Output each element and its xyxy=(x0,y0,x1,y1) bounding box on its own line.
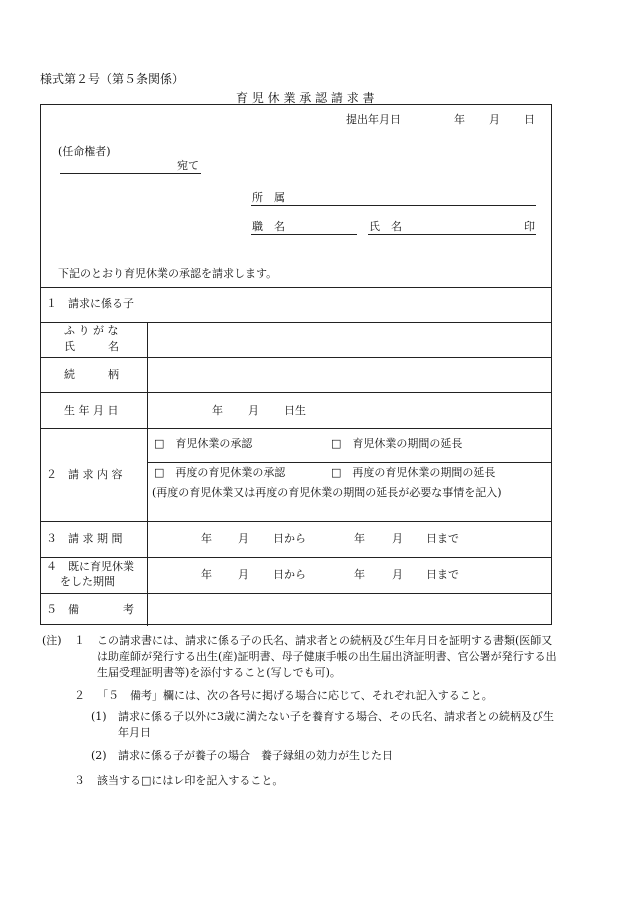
addressee-suffix: 宛て xyxy=(177,159,199,172)
submission-month: 月 xyxy=(489,113,500,126)
note1-line3: 生届受理証明書等)を添付すること(写しでも可)。 xyxy=(97,666,341,679)
period-to-month: 月 xyxy=(392,532,403,545)
period-from-month: 月 xyxy=(238,532,249,545)
option-repeat-approval[interactable]: □ 再度の育児休業の承認 xyxy=(154,466,286,479)
birth-month: 月 xyxy=(248,404,259,417)
rule-section2 xyxy=(41,521,551,522)
rule-top-section xyxy=(41,287,551,288)
rule-section3 xyxy=(41,557,551,558)
appointer-name-line[interactable] xyxy=(60,173,201,174)
submission-day: 日 xyxy=(524,113,535,126)
position-line[interactable] xyxy=(251,234,357,235)
period-from-year: 年 xyxy=(201,532,212,545)
note2-1-line2: 年月日 xyxy=(118,726,151,739)
section1-heading: １ 請求に係る子 xyxy=(46,297,134,310)
submission-date-label: 提出年月日 xyxy=(346,113,401,126)
column-divider xyxy=(147,322,148,626)
note2-1-line1: 請求に係る子以外に3歳に満たない子を養育する場合、その氏名、請求者との続柄及び生 xyxy=(118,710,554,723)
note3-number: ３ xyxy=(74,774,85,787)
section3-label: ３ 請 求 期 間 xyxy=(46,532,123,545)
note2-1-number: (1) xyxy=(91,710,107,723)
rule-birthdate-row xyxy=(41,428,551,429)
rule-name-row xyxy=(41,357,551,358)
prior-from-month: 月 xyxy=(238,568,249,581)
note2-number: ２ xyxy=(74,689,85,702)
relationship-label: 続 柄 xyxy=(64,368,119,381)
period-from-day: 日から xyxy=(273,532,306,545)
rule-section4 xyxy=(41,593,551,594)
affiliation-label: 所 属 xyxy=(252,191,285,204)
prior-from-year: 年 xyxy=(201,568,212,581)
note3-text: 該当する□にはレ印を記入すること。 xyxy=(97,774,284,787)
child-name-label: 氏 名 xyxy=(64,340,119,353)
document-title: 育 児 休 業 承 認 請 求 書 xyxy=(236,91,375,105)
position-label: 職 名 xyxy=(252,220,285,233)
notes-prefix: (注) xyxy=(42,634,62,647)
option-childcare-approval[interactable]: □ 育児休業の承認 xyxy=(154,437,253,450)
birthdate-label: 生 年 月 日 xyxy=(64,404,119,417)
section4-label-line1: ４ 既に育児休業 xyxy=(46,560,134,573)
note2-text: 「５ 備考」欄には、次の各号に掲げる場合に応じて、それぞれ記入すること。 xyxy=(97,689,493,702)
submission-year: 年 xyxy=(454,113,465,126)
furigana-label: ふ り が な xyxy=(64,324,119,337)
section2-note: (再度の育児休業又は再度の育児休業の期間の延長が必要な事情を記入) xyxy=(152,486,502,499)
option-period-extension[interactable]: □ 育児休業の期間の延長 xyxy=(331,437,463,450)
section5-label: ５ 備 考 xyxy=(46,603,134,616)
rule-section1-heading xyxy=(41,322,551,323)
note2-2-number: (2) xyxy=(91,749,107,762)
section2-label: ２ 請 求 内 容 xyxy=(46,468,123,481)
seal-mark: 印 xyxy=(524,220,535,233)
name-label: 氏 名 xyxy=(369,220,402,233)
prior-to-year: 年 xyxy=(354,568,365,581)
note2-2-text: 請求に係る子が養子の場合 養子縁組の効力が生じた日 xyxy=(118,749,393,762)
birth-year: 年 xyxy=(212,404,223,417)
prior-to-month: 月 xyxy=(392,568,403,581)
appointer-label: (任命権者) xyxy=(58,145,111,158)
form-number: 様式第２号（第５条関係） xyxy=(40,72,185,86)
note1-number: １ xyxy=(74,634,85,647)
request-form xyxy=(40,104,552,625)
period-to-year: 年 xyxy=(354,532,365,545)
rule-section2-inner xyxy=(148,462,552,463)
birth-day: 日生 xyxy=(284,404,306,417)
name-line[interactable] xyxy=(368,234,536,235)
affiliation-line[interactable] xyxy=(251,205,536,206)
option-repeat-extension[interactable]: □ 再度の育児休業の期間の延長 xyxy=(331,466,496,479)
request-statement: 下記のとおり育児休業の承認を請求します。 xyxy=(58,267,278,280)
period-to-day: 日まで xyxy=(426,532,459,545)
prior-to-day: 日まで xyxy=(426,568,459,581)
note1-line2: は助産師が発行する出生(産)証明書、母子健康手帳の出生届出済証明書、官公署が発行する出 xyxy=(97,650,557,663)
rule-relationship-row xyxy=(41,392,551,393)
prior-from-day: 日から xyxy=(273,568,306,581)
note1-line1: この請求書には、請求に係る子の氏名、請求者との続柄及び生年月日を証明する書類(医師又 xyxy=(97,634,553,647)
section4-label-line2: をした期間 xyxy=(60,575,115,588)
